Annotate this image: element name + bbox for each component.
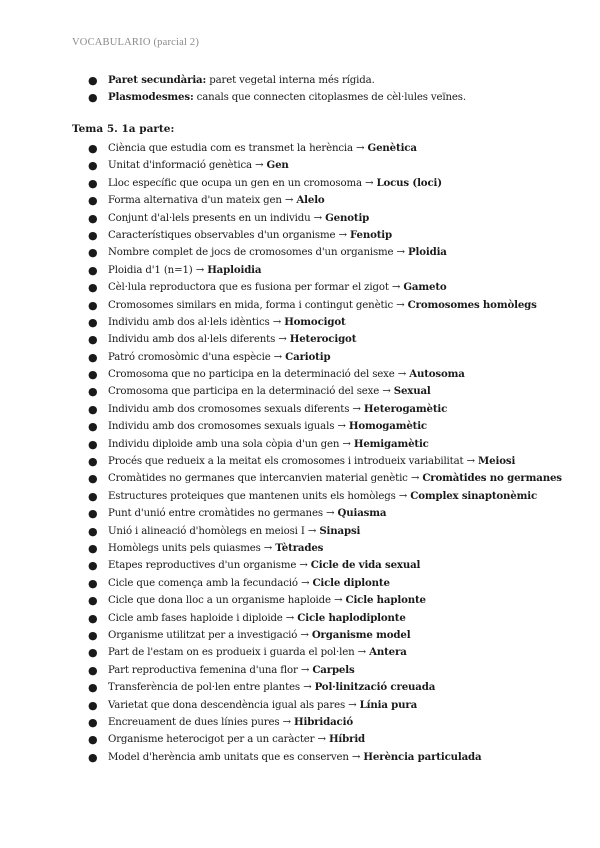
term: Antera <box>369 646 407 659</box>
arrow-icon: → <box>279 716 295 728</box>
definition: Punt d'unió entre cromàtides no germanes <box>108 508 323 520</box>
term: Plasmodesmes: <box>108 91 194 104</box>
term: Gen <box>266 159 289 172</box>
list-item <box>72 383 592 400</box>
definition: Individu amb dos cromosomes sexuals iguals <box>108 421 335 433</box>
arrow-icon: → <box>260 542 276 554</box>
list-item <box>72 89 592 106</box>
bullet-icon: ● <box>88 194 98 208</box>
term: Sexual <box>393 385 431 398</box>
bullet-icon: ● <box>88 715 98 729</box>
definition: Model d'herència amb unitats que es conserven <box>108 751 349 763</box>
arrow-icon: → <box>379 386 394 398</box>
arrow-icon: → <box>407 473 423 485</box>
bullet-icon: ● <box>88 142 98 155</box>
list-item <box>72 644 592 661</box>
bullet-icon: ● <box>88 646 98 660</box>
term: Alelo <box>296 194 325 207</box>
arrow-icon: → <box>310 212 326 224</box>
bullet-icon: ● <box>88 681 98 695</box>
list-item <box>72 72 592 89</box>
bullet-icon: ● <box>88 74 98 87</box>
arrow-icon: → <box>345 699 360 711</box>
term: Herència particulada <box>363 750 482 763</box>
list-item <box>72 610 592 627</box>
definition: Transferència de pol·len entre plantes <box>108 682 300 694</box>
definition: Cicle que dona lloc a un organisme haploide <box>108 595 331 607</box>
bullet-icon: ● <box>88 489 98 503</box>
list-item <box>72 540 592 557</box>
list-item <box>72 349 592 366</box>
term: Genotip <box>325 211 370 224</box>
definition: Part de l'estam on es produeix i guarda el pol·len <box>108 647 355 659</box>
page-header: VOCABULARIO (parcial 2) <box>72 37 200 48</box>
list-item <box>72 436 592 453</box>
arrow-icon: → <box>330 595 346 607</box>
arrow-icon: → <box>251 160 267 172</box>
list-item <box>72 314 592 331</box>
term: Quiasma <box>337 507 387 520</box>
definition: Individu amb dos al·lels diferents <box>108 334 276 346</box>
definition: paret vegetal interna més rígida. <box>206 75 375 86</box>
definition: Cromosomes similars en mida, forma i contingut genètic <box>108 299 394 311</box>
term: Ploidia <box>408 246 447 259</box>
term: Homocigot <box>284 315 346 328</box>
list-item <box>72 575 592 592</box>
list-item <box>72 627 592 644</box>
term: Genètica <box>367 142 417 154</box>
arrow-icon: → <box>335 229 350 241</box>
list-item <box>72 262 592 279</box>
arrow-icon: → <box>281 195 297 207</box>
definition: Forma alternativa d'un mateix gen <box>108 195 282 207</box>
arrow-icon: → <box>275 334 290 346</box>
bullet-icon: ● <box>88 368 98 382</box>
bullet-icon: ● <box>88 507 98 521</box>
bullet-icon: ● <box>88 559 98 573</box>
arrow-icon: → <box>269 316 285 328</box>
term: Cicle haplodiplonte <box>297 611 406 624</box>
list-item <box>72 366 592 383</box>
arrow-icon: → <box>304 525 320 537</box>
arrow-icon: → <box>334 421 349 433</box>
definition: Estructures proteiques que mantenen units els homòlegs <box>108 490 396 502</box>
definition: Cicle que comença amb la fecundació <box>108 577 298 589</box>
definition: Lloc específic que ocupa un gen en un cromosoma <box>108 177 362 189</box>
list-item <box>72 192 592 209</box>
definition: Individu diploide amb una sola còpia d'un gen <box>108 438 340 450</box>
definition: Individu amb dos al·lels idèntics <box>108 316 270 328</box>
term: Hibridació <box>294 715 353 728</box>
bullet-icon: ● <box>88 524 98 538</box>
bullet-icon: ● <box>88 333 98 347</box>
bullet-icon: ● <box>88 594 98 608</box>
arrow-icon: → <box>282 612 298 624</box>
term: Fenotip <box>349 228 392 241</box>
term: Carpels <box>312 663 355 676</box>
arrow-icon: → <box>393 299 408 311</box>
definition: Cromàtides no germanes que intercanvien material genètic <box>108 473 408 485</box>
term: Organisme model <box>311 628 411 641</box>
arrow-icon: → <box>322 508 338 520</box>
term: Cicle de vida sexual <box>310 559 421 572</box>
list-item <box>72 418 592 435</box>
definition: canals que connecten citoplasmes de cèl·lules veïnes. <box>193 92 466 104</box>
arrow-icon: → <box>296 560 311 572</box>
term: Tètrades <box>275 541 324 554</box>
definition: Cromosoma que participa en la determinació del sexe <box>108 386 380 398</box>
list-item <box>72 157 592 174</box>
arrow-icon: → <box>463 456 479 468</box>
list-item <box>72 592 592 609</box>
bullet-icon: ● <box>88 402 98 416</box>
list-item <box>72 714 592 731</box>
bullet-icon: ● <box>88 350 98 364</box>
bullet-icon: ● <box>88 263 98 277</box>
term: Locus (loci) <box>376 176 442 189</box>
list-item <box>72 244 592 261</box>
list-item <box>72 488 592 505</box>
bullet-icon: ● <box>88 698 98 712</box>
arrow-icon: → <box>349 403 364 415</box>
list-item <box>72 401 592 418</box>
term: Heterogamètic <box>363 402 448 415</box>
definition: Procés que redueix a la meitat els cromosomes i introdueix variabilitat <box>108 456 464 468</box>
term: Cicle haplonte <box>345 594 426 607</box>
arrow-icon: → <box>297 577 313 589</box>
list-item <box>72 210 592 227</box>
term: Hemigamètic <box>353 437 429 450</box>
vocabulary-list <box>72 140 592 766</box>
arrow-icon: → <box>394 369 410 381</box>
bullet-icon: ● <box>88 91 98 105</box>
arrow-icon: → <box>192 264 208 276</box>
arrow-icon: → <box>361 177 377 189</box>
arrow-icon: → <box>348 751 364 763</box>
list-item <box>72 140 592 157</box>
term: Línia pura <box>359 698 418 711</box>
term: Autosoma <box>409 368 465 381</box>
term: Haploidia <box>207 263 262 276</box>
definition: Individu amb dos cromosomes sexuals diferents <box>108 403 350 415</box>
term: Pol·linització creuada <box>314 681 436 694</box>
definition: Cromosoma que no participa en la determinació del sexe <box>108 369 395 381</box>
term: Complex sinaptonèmic <box>410 489 538 502</box>
definition: Cèl·lula reproductora que es fusiona per formar el zigot <box>108 282 389 294</box>
bullet-icon: ● <box>88 576 98 590</box>
list-item <box>72 557 592 574</box>
bullet-icon: ● <box>88 437 98 451</box>
definition: Conjunt d'al·lels presents en un individu <box>108 212 311 224</box>
bullet-icon: ● <box>88 228 98 242</box>
list-item <box>72 331 592 348</box>
definition: Unió i alineació d'homòlegs en meiosi I <box>108 525 305 537</box>
bullet-icon: ● <box>88 750 98 764</box>
definition: Organisme utilitzat per a investigació <box>108 629 298 641</box>
arrow-icon: → <box>270 351 286 363</box>
bullet-icon: ● <box>88 663 98 677</box>
term: Meiosi <box>478 455 516 468</box>
definition: Ciència que estudia com es transmet la herència <box>108 143 353 154</box>
definition: Nombre complet de jocs de cromosomes d'un organisme <box>108 247 394 259</box>
arrow-icon: → <box>339 438 354 450</box>
top-list <box>72 72 592 107</box>
bullet-icon: ● <box>88 246 98 260</box>
definition: Homòlegs units pels quiasmes <box>108 542 261 554</box>
bullet-icon: ● <box>88 211 98 225</box>
definition: Patró cromosòmic d'una espècie <box>108 351 271 363</box>
list-item <box>72 453 592 470</box>
arrow-icon: → <box>393 247 409 259</box>
definition: Unitat d'informació genètica <box>108 160 252 172</box>
bullet-icon: ● <box>88 733 98 747</box>
definition: Encreuament de dues línies pures <box>108 716 280 728</box>
list-item <box>72 662 592 679</box>
term: Cariotip <box>285 350 331 363</box>
term: Homogamètic <box>348 420 427 433</box>
term: Cromàtides no germanes <box>422 472 562 485</box>
list-item <box>72 523 592 540</box>
bullet-icon: ● <box>88 176 98 190</box>
list-item <box>72 749 592 766</box>
term: Heterocigot <box>289 333 357 346</box>
bullet-icon: ● <box>88 385 98 399</box>
arrow-icon: → <box>314 734 329 746</box>
definition: Etapes reproductives d'un organisme <box>108 560 297 572</box>
list-item <box>72 297 592 314</box>
definition: Part reproductiva femenina d'una flor <box>108 664 298 676</box>
bullet-icon: ● <box>88 541 98 555</box>
definition: Ploidia d'1 (n=1) <box>108 264 193 276</box>
list-item <box>72 279 592 296</box>
list-item <box>72 697 592 714</box>
term: Cicle diplonte <box>312 576 390 589</box>
term: Gameto <box>403 281 447 294</box>
list-item <box>72 470 592 487</box>
arrow-icon: → <box>388 282 404 294</box>
bullet-icon: ● <box>88 281 98 295</box>
definition: Cicle amb fases haploide i diploide <box>108 612 283 624</box>
bullet-icon: ● <box>88 315 98 329</box>
bullet-icon: ● <box>88 472 98 486</box>
arrow-icon: → <box>297 629 312 641</box>
definition: Varietat que dona descendència igual als pares <box>108 699 346 711</box>
bullet-icon: ● <box>88 628 98 642</box>
bullet-icon: ● <box>88 455 98 469</box>
arrow-icon: → <box>354 647 370 659</box>
arrow-icon: → <box>297 664 313 676</box>
definition: Organisme heterocigot per a un caràcter <box>108 734 315 746</box>
list-item <box>72 505 592 522</box>
bullet-icon: ● <box>88 611 98 625</box>
list-item <box>72 227 592 244</box>
list-item <box>72 679 592 696</box>
term: Cromosomes homòlegs <box>407 298 537 311</box>
list-item <box>72 731 592 748</box>
term: Sinapsi <box>319 524 361 537</box>
section-title: Tema 5. 1a parte: <box>72 123 175 135</box>
list-item <box>72 175 592 192</box>
definition: Característiques observables d'un organisme <box>108 229 336 241</box>
term: Paret secundària: <box>108 74 207 86</box>
arrow-icon: → <box>299 682 315 694</box>
bullet-icon: ● <box>88 159 98 173</box>
arrow-icon: → <box>352 143 368 154</box>
term: Híbrid <box>328 733 366 746</box>
bullet-icon: ● <box>88 420 98 434</box>
bullet-icon: ● <box>88 298 98 312</box>
arrow-icon: → <box>395 490 411 502</box>
